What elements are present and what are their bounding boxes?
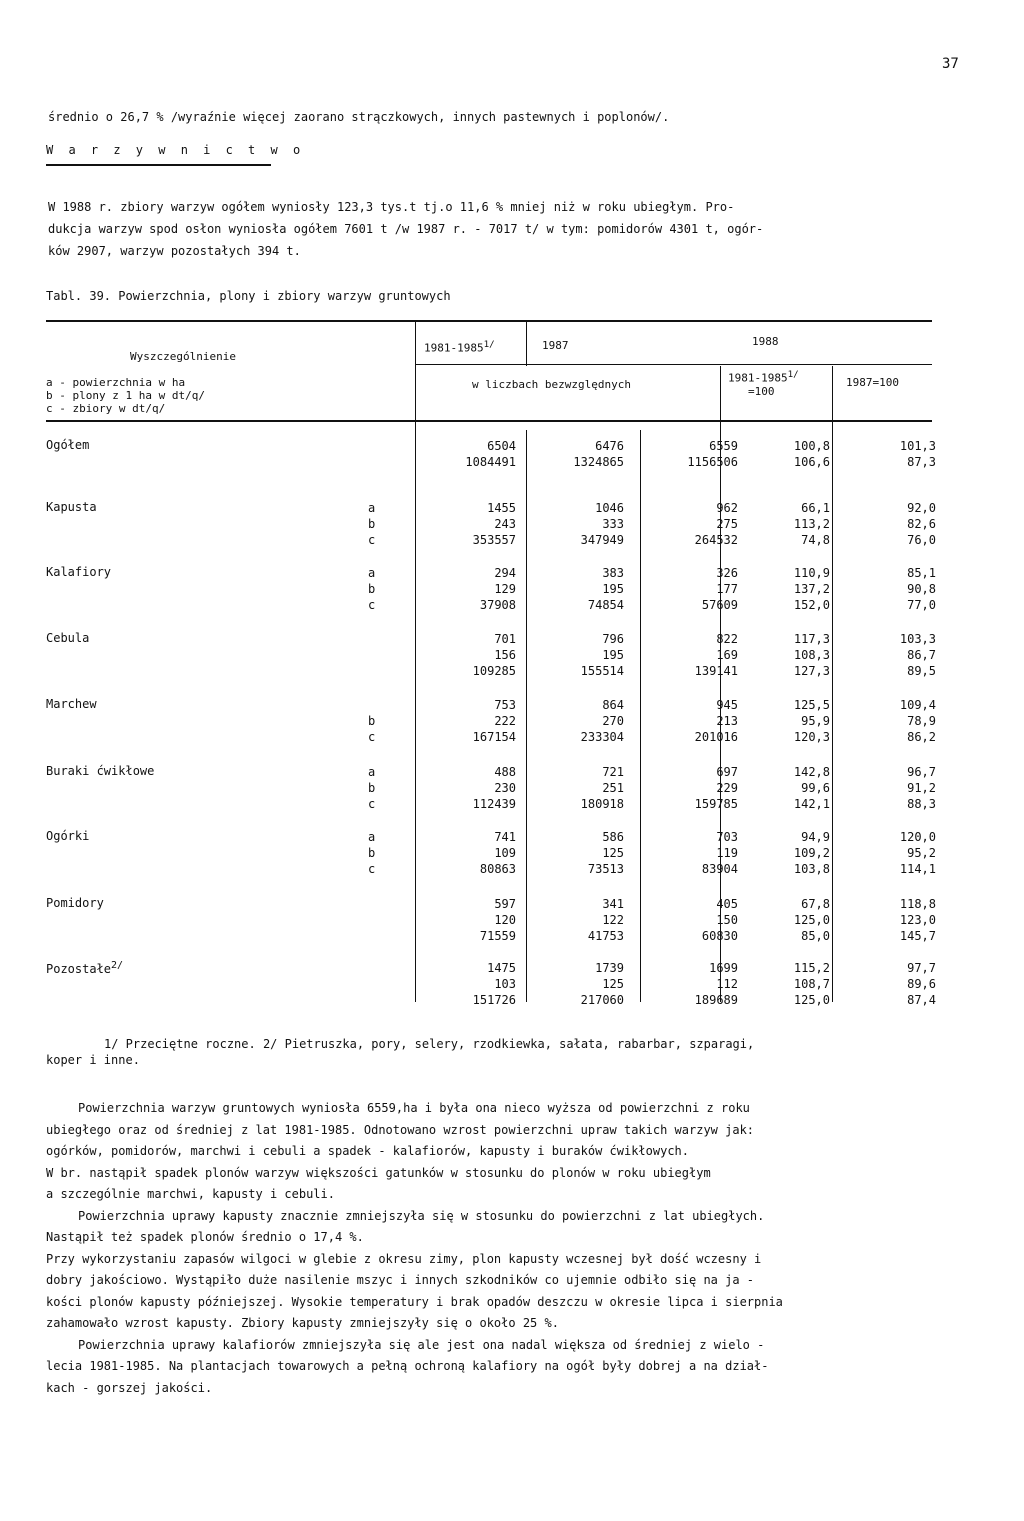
cell-value: 251: [602, 781, 624, 795]
cell-value: 100,8: [793, 439, 830, 453]
row-letters: [368, 829, 388, 877]
cell: [652, 960, 738, 1008]
cell-value: 118,8: [899, 897, 936, 911]
cell: [430, 631, 516, 679]
cell: [430, 960, 516, 1008]
cell-value: 112: [716, 977, 738, 991]
cell-value: 109,2: [793, 846, 830, 860]
cell-value: 76,0: [907, 533, 936, 547]
cell-value: 741: [494, 830, 516, 844]
cell-value: 150: [716, 913, 738, 927]
cell: [652, 565, 738, 613]
row-letter: a: [368, 830, 376, 844]
cell: [652, 500, 738, 548]
table-row: [0, 631, 1024, 679]
cell-value: 74854: [587, 598, 624, 612]
cell-value: 1739: [595, 961, 624, 975]
cell-value: 96,7: [907, 765, 936, 779]
cell-value: 125: [602, 977, 624, 991]
table-row: [0, 565, 1024, 613]
cell-value: 122: [602, 913, 624, 927]
cell-value: 109,4: [899, 698, 936, 712]
cell-value: 275: [716, 517, 738, 531]
cell: [738, 960, 830, 1008]
cell-value: 125: [602, 846, 624, 860]
cell-value: 92,0: [907, 501, 936, 515]
specification-header: Wyszczególnienie: [130, 350, 236, 363]
footnote: koper i inne.: [46, 1053, 140, 1067]
cell-value: 110,9: [793, 566, 830, 580]
cell-value: 721: [602, 765, 624, 779]
index-1981-sup: 1/: [787, 369, 799, 380]
cell-value: 753: [494, 698, 516, 712]
cell-value: 91,2: [907, 781, 936, 795]
row-label-sup: 2/: [111, 960, 124, 971]
cell-value: 89,6: [907, 977, 936, 991]
row-letter: c: [368, 598, 376, 612]
cell-value: 1084491: [465, 455, 516, 469]
row-letter: a: [368, 501, 376, 515]
body-line: Przy wykorzystaniu zapasów wilgoci w glebie z okresu zimy, plon kapusty wczesnej był dość wczesny i: [46, 1251, 762, 1266]
cell-value: 127,3: [793, 664, 830, 678]
legend-line: a - powierzchnia w ha: [46, 376, 186, 389]
cell-value: 341: [602, 897, 624, 911]
cell: [652, 896, 738, 944]
cell-value: 189689: [694, 993, 738, 1007]
cell-value: 60830: [701, 929, 738, 943]
cell-value: 114,1: [899, 862, 936, 876]
col-header-1988: 1988: [752, 335, 779, 348]
cell-value: 294: [494, 566, 516, 580]
cell-value: 177: [716, 582, 738, 596]
cell: [430, 438, 516, 470]
cell: [538, 631, 624, 679]
row-letter: a: [368, 566, 376, 580]
cell-value: 326: [716, 566, 738, 580]
cell: [652, 631, 738, 679]
heading-underline: [46, 164, 271, 166]
cell-value: 90,8: [907, 582, 936, 596]
legend-line: c - zbiory w dt/q/: [46, 402, 166, 415]
cell: [842, 565, 936, 613]
cell-value: 697: [716, 765, 738, 779]
cell-value: 201016: [694, 730, 738, 744]
header-mid-rule: [415, 364, 932, 365]
cell: [842, 896, 936, 944]
section-paragraph: [48, 196, 988, 262]
cell: [538, 697, 624, 745]
cell-value: 139141: [694, 664, 738, 678]
body-line: kości plonów kapusty późniejszej. Wysokie temperatury i brak opadów deszczu w okresie lipca i sierpnia: [46, 1294, 783, 1309]
cell-value: 137,2: [793, 582, 830, 596]
header-bottom-rule: [46, 420, 932, 422]
cell-value: 822: [716, 632, 738, 646]
cell-value: 217060: [580, 993, 624, 1007]
cell: [842, 500, 936, 548]
cell: [738, 438, 830, 470]
cell: [430, 565, 516, 613]
cell-value: 195: [602, 582, 624, 596]
row-label-text: Pozostałe: [46, 962, 112, 976]
cell-value: 115,2: [793, 961, 830, 975]
cell-value: 85,0: [801, 929, 830, 943]
cell-value: 167154: [472, 730, 516, 744]
cell-value: 222: [494, 714, 516, 728]
row-label: Kapusta: [46, 500, 97, 514]
cell-value: 142,1: [793, 797, 830, 811]
cell-value: 37908: [479, 598, 516, 612]
cell-value: 57609: [701, 598, 738, 612]
footnote: 1/ Przeciętne roczne. 2/ Pietruszka, pory, selery, rzodkiewka, sałata, rabarbar, szparagi,: [104, 1037, 755, 1051]
section-line: dukcja warzyw spod osłon wyniosła ogółem 7601 t /w 1987 r. - 7017 t/ w tym: pomidorów 4301 t, ogór-: [48, 222, 764, 236]
page-number: 37: [942, 56, 959, 72]
row-label: Ogółem: [46, 438, 90, 452]
index-1981-label: 1981-1985: [728, 371, 788, 385]
cell-value: 1046: [595, 501, 624, 515]
cell: [738, 565, 830, 613]
cell-value: 82,6: [907, 517, 936, 531]
row-letter: c: [368, 730, 376, 744]
cell-value: 169: [716, 648, 738, 662]
body-line: a szczególnie marchwi, kapusty i cebuli.: [46, 1187, 335, 1201]
cell-value: 125,0: [793, 993, 830, 1007]
cell: [538, 438, 624, 470]
body-line: Powierzchnia warzyw gruntowych wyniosła 6559,ha i była ona nieco wyższa od powierzchni z roku: [78, 1101, 750, 1115]
cell-value: 120: [494, 913, 516, 927]
cell: [538, 960, 624, 1008]
cell-value: 796: [602, 632, 624, 646]
cell-value: 120,0: [899, 830, 936, 844]
row-letter: c: [368, 797, 376, 811]
cell: [430, 896, 516, 944]
cell: [538, 500, 624, 548]
cell-value: 347949: [580, 533, 624, 547]
cell-value: 129: [494, 582, 516, 596]
cell-value: 103,8: [793, 862, 830, 876]
legend-line: b - plony z 1 ha w dt/q/: [46, 389, 205, 402]
cell-value: 243: [494, 517, 516, 531]
cell-value: 87,3: [907, 455, 936, 469]
cell: [538, 829, 624, 877]
cell-value: 109285: [472, 664, 516, 678]
row-letter: b: [368, 517, 376, 531]
cell-value: 6504: [487, 439, 516, 453]
section-line: ków 2907, warzyw pozostałych 394 t.: [48, 244, 301, 258]
body-text: [46, 1098, 996, 1399]
cell-value: 142,8: [793, 765, 830, 779]
cell-value: 945: [716, 698, 738, 712]
cell-value: 180918: [580, 797, 624, 811]
cell: [842, 631, 936, 679]
cell-value: 112439: [472, 797, 516, 811]
cell-value: 41753: [587, 929, 624, 943]
cell-value: 120,3: [793, 730, 830, 744]
index-1987-header: 1987=100: [846, 376, 899, 389]
index-1981-eq: =100: [748, 384, 775, 398]
cell: [842, 829, 936, 877]
table-top-rule: [46, 320, 932, 322]
cell-value: 94,9: [801, 830, 830, 844]
body-line: Powierzchnia uprawy kapusty znacznie zmniejszyła się w stosunku do powierzchni z lat ubiegłych.: [78, 1208, 765, 1223]
section-heading: W a r z y w n i c t w o: [46, 143, 305, 157]
col-header-1981-1985: [424, 339, 495, 355]
cell-value: 195: [602, 648, 624, 662]
cell: [842, 960, 936, 1008]
cell-value: 864: [602, 698, 624, 712]
cell: [430, 697, 516, 745]
table-row: [0, 960, 1024, 1008]
table-row: [0, 764, 1024, 812]
cell-value: 703: [716, 830, 738, 844]
cell-value: 78,9: [907, 714, 936, 728]
cell-value: 1324865: [573, 455, 624, 469]
col-header-label: 1981-1985: [424, 341, 484, 355]
row-letter: b: [368, 846, 376, 860]
body-line: ogórków, pomidorów, marchwi i cebuli a spadek - kalafiorów, kapusty i buraków ćwikłowych.: [46, 1144, 689, 1158]
cell-value: 95,9: [801, 714, 830, 728]
cell-value: 103,3: [899, 632, 936, 646]
cell-value: 74,8: [801, 533, 830, 547]
row-letters: [368, 697, 388, 745]
cell-value: 83904: [701, 862, 738, 876]
cell-value: 108,7: [793, 977, 830, 991]
row-letter: c: [368, 862, 376, 876]
cell-value: 71559: [479, 929, 516, 943]
cell: [738, 697, 830, 745]
cell-value: 586: [602, 830, 624, 844]
row-letter: c: [368, 533, 376, 547]
cell: [738, 764, 830, 812]
cell-value: 119: [716, 846, 738, 860]
absolute-values-header: w liczbach bezwzględnych: [472, 378, 631, 391]
row-label: Pomidory: [46, 896, 104, 910]
cell-value: 73513: [587, 862, 624, 876]
table-row: [0, 697, 1024, 745]
cell-value: 6476: [595, 439, 624, 453]
cell: [652, 697, 738, 745]
cell-value: 597: [494, 897, 516, 911]
cell-value: 233304: [580, 730, 624, 744]
cell-value: 88,3: [907, 797, 936, 811]
cell-value: 86,7: [907, 648, 936, 662]
table-row: [0, 829, 1024, 877]
cell-value: 145,7: [899, 929, 936, 943]
cell-value: 353557: [472, 533, 516, 547]
body-line: W br. nastąpił spadek plonów warzyw większości gatunków w stosunku do plonów w roku ubiegłym: [46, 1165, 711, 1180]
row-label: Marchew: [46, 697, 97, 711]
cell-value: 383: [602, 566, 624, 580]
row-letter: b: [368, 714, 376, 728]
cell: [652, 829, 738, 877]
cell-value: 66,1: [801, 501, 830, 515]
cell-value: 701: [494, 632, 516, 646]
row-label: Buraki ćwikłowe: [46, 764, 155, 778]
row-letter: b: [368, 781, 376, 795]
row-label: [46, 960, 123, 976]
cell-value: 333: [602, 517, 624, 531]
cell-value: 156: [494, 648, 516, 662]
cell-value: 106,6: [793, 455, 830, 469]
cell-value: 109: [494, 846, 516, 860]
cell-value: 962: [716, 501, 738, 515]
cell-value: 89,5: [907, 664, 936, 678]
cell-value: 155514: [580, 664, 624, 678]
row-label: Kalafiory: [46, 565, 112, 579]
index-1981-header: [728, 368, 799, 398]
cell-value: 86,2: [907, 730, 936, 744]
cell-value: 101,3: [899, 439, 936, 453]
body-line: Powierzchnia uprawy kalafiorów zmniejszyła się ale jest ona nadal większa od średniej z wielo -: [78, 1337, 765, 1352]
cell: [738, 631, 830, 679]
cell-value: 488: [494, 765, 516, 779]
cell-value: 152,0: [793, 598, 830, 612]
cell-value: 213: [716, 714, 738, 728]
body-line: Nastąpił też spadek plonów średnio o 17,4 %.: [46, 1230, 364, 1244]
table-title: Tabl. 39. Powierzchnia, plony i zbiory warzyw gruntowych: [46, 289, 451, 303]
row-letters: [368, 565, 388, 613]
cell: [842, 764, 936, 812]
cell-value: 1455: [487, 501, 516, 515]
cell: [738, 500, 830, 548]
cell: [738, 829, 830, 877]
cell-value: 125,0: [793, 913, 830, 927]
cell-value: 1475: [487, 961, 516, 975]
row-label: Ogórki: [46, 829, 90, 843]
body-line: ubiegłego oraz od średniej z lat 1981-1985. Odnotowano wzrost powierzchni upraw takich warzyw jak:: [46, 1122, 755, 1137]
body-line: dobry jakościowo. Wystąpiło duże nasilenie mszyc i innych szkodników co ujemnie odbiło się na ja -: [46, 1273, 755, 1287]
cell-value: 117,3: [793, 632, 830, 646]
cell-value: 1156506: [687, 455, 738, 469]
cell-value: 264532: [694, 533, 738, 547]
body-line: kach - gorszej jakości.: [46, 1380, 213, 1395]
row-letter: a: [368, 765, 376, 779]
cell-value: 80863: [479, 862, 516, 876]
cell: [538, 764, 624, 812]
cell-value: 85,1: [907, 566, 936, 580]
cell-value: 270: [602, 714, 624, 728]
header-legend: [46, 376, 205, 415]
row-letters: [368, 500, 388, 548]
cell: [430, 829, 516, 877]
cell-value: 99,6: [801, 781, 830, 795]
section-line: W 1988 r. zbiory warzyw ogółem wyniosły 123,3 tys.t tj.o 11,6 % mniej niż w roku ubiegłym. Pro-: [48, 200, 735, 214]
intro-line: średnio o 26,7 % /wyraźnie więcej zaorano strączkowych, innych pastewnych i poplonów/.: [48, 110, 670, 124]
body-line: zahamowało wzrost kapusty. Zbiory kapusty zmniejszyły się o około 25 %.: [46, 1316, 559, 1330]
cell-value: 230: [494, 781, 516, 795]
cell-value: 97,7: [907, 961, 936, 975]
cell: [430, 500, 516, 548]
cell-value: 87,4: [907, 993, 936, 1007]
cell-value: 77,0: [907, 598, 936, 612]
row-letter: b: [368, 582, 376, 596]
cell-value: 123,0: [899, 913, 936, 927]
cell: [842, 438, 936, 470]
cell: [842, 697, 936, 745]
col-divider: [526, 322, 527, 366]
cell-value: 405: [716, 897, 738, 911]
table-row: [0, 896, 1024, 944]
cell: [652, 764, 738, 812]
cell-value: 151726: [472, 993, 516, 1007]
cell-value: 95,2: [907, 846, 936, 860]
row-letters: [368, 764, 388, 812]
cell: [652, 438, 738, 470]
table-row: [0, 438, 1024, 486]
cell-value: 1699: [709, 961, 738, 975]
row-letter: [368, 697, 388, 713]
body-line: lecia 1981-1985. Na plantacjach towarowych a pełną ochroną kalafiory na ogół były dobrej a na dział-: [46, 1359, 769, 1373]
cell-value: 67,8: [801, 897, 830, 911]
col-header-sup: 1/: [483, 339, 495, 350]
cell: [538, 565, 624, 613]
cell-value: 103: [494, 977, 516, 991]
cell-value: 159785: [694, 797, 738, 811]
cell: [738, 896, 830, 944]
row-label: Cebula: [46, 631, 90, 645]
cell-value: 125,5: [793, 698, 830, 712]
col-header-1987: 1987: [542, 339, 569, 352]
cell-value: 6559: [709, 439, 738, 453]
cell: [538, 896, 624, 944]
table-row: [0, 500, 1024, 548]
cell-value: 229: [716, 781, 738, 795]
cell-value: 108,3: [793, 648, 830, 662]
cell-value: 113,2: [793, 517, 830, 531]
cell: [430, 764, 516, 812]
